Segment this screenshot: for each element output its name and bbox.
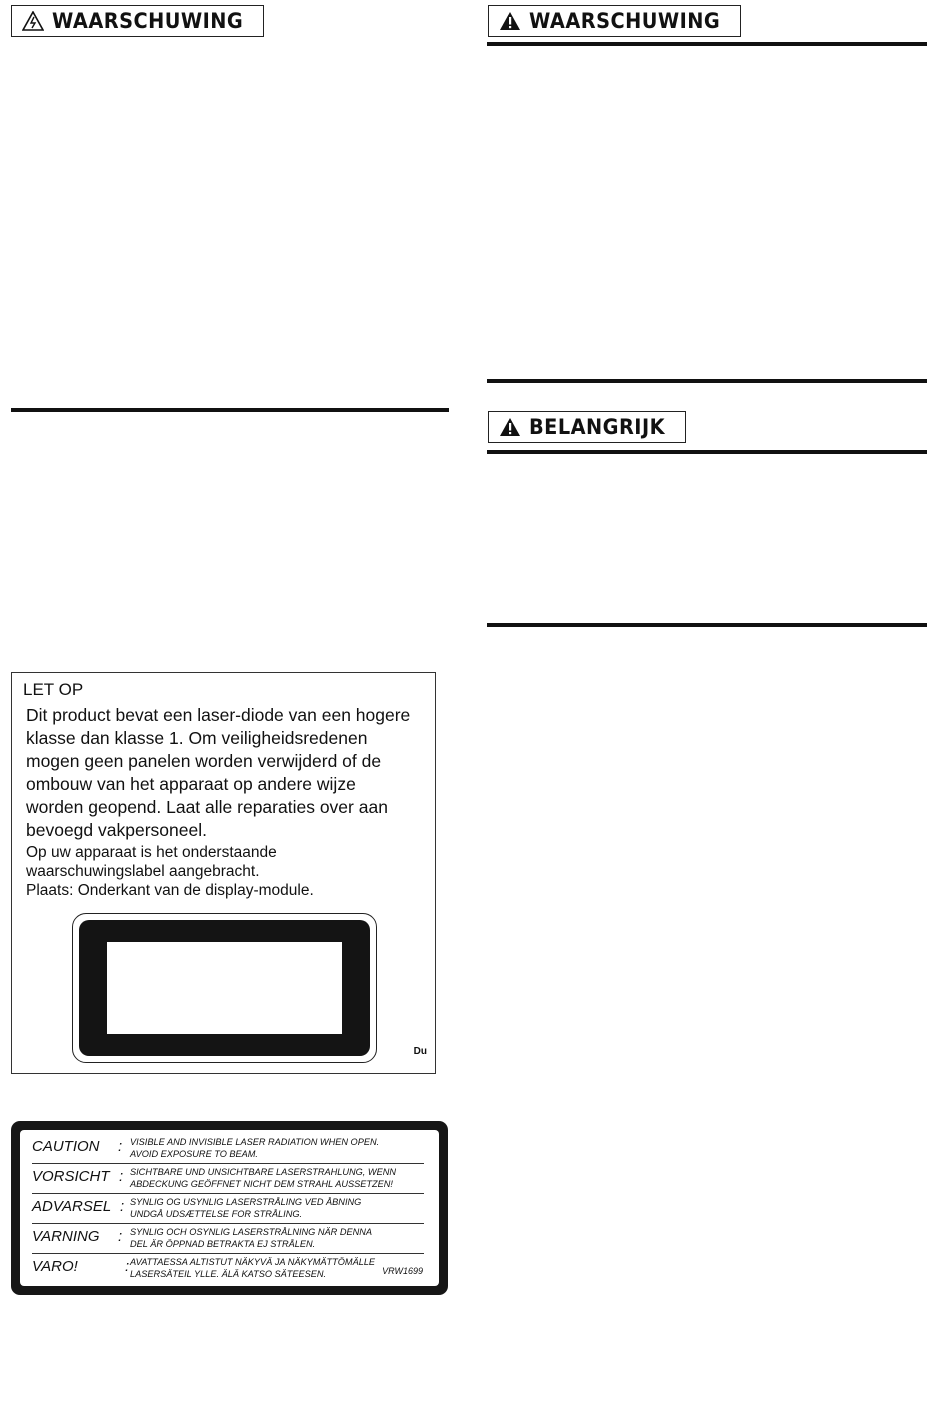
section-divider-right-mid — [487, 379, 927, 383]
exclamation-triangle-icon — [499, 11, 521, 31]
important-header — [488, 411, 686, 443]
let-op-line-5: worden geopend. Laat alle reparaties over aan — [26, 797, 388, 817]
warning-header-right — [488, 5, 741, 37]
vorsicht-word: VORSICHT — [32, 1168, 110, 1185]
varo-row: VARO! : AVATTAESSA ALTISTUT NÄKYVÄ JA NÄKYMÄTTÖMÄLLE LASERSÄTEIL YLLE. ÄLÄ KATSO SÄTEESEN. — [32, 1257, 376, 1279]
section-divider-right-important — [487, 450, 927, 454]
warning-header-left — [11, 5, 264, 37]
varo-word: VARO! — [32, 1258, 78, 1275]
important-header-label: BELANGRIJK — [529, 415, 666, 439]
caution-word: CAUTION — [32, 1138, 100, 1155]
advarsel-text: SYNLIG OG USYNLIG LASERSTRÅLING VED ÅBNING UNDGÅ UDSÆTTELSE FOR STRÅLING. — [130, 1197, 362, 1219]
let-op-line-6: bevoegd vakpersoneel. — [26, 820, 207, 840]
caution-text: VISIBLE AND INVISIBLE LASER RADIATION WHEN OPEN. AVOID EXPOSURE TO BEAM. — [130, 1137, 380, 1159]
vorsicht-text: SICHTBARE UND UNSICHTBARE LASERSTRAHLUNG, WENN ABDECKUNG GEÖFFNET NICHT DEM STRAHL AUSSETZEN! — [130, 1167, 396, 1189]
lightning-bolt-icon — [22, 11, 44, 31]
warning-label-graphic — [72, 913, 377, 1063]
let-op-small-line-1: Op uw apparaat is het onderstaande — [26, 844, 277, 861]
advarsel-word: ADVARSEL — [32, 1198, 112, 1215]
label-code: VRW1699 — [382, 1266, 423, 1276]
laser-caution-label — [11, 1121, 448, 1295]
section-divider-right-top — [487, 42, 927, 46]
let-op-title: LET OP — [23, 680, 84, 699]
language-code: Du — [413, 1046, 427, 1057]
vorsicht-row: VORSICHT : SICHTBARE UND UNSICHTBARE LASERSTRAHLUNG, WENN ABDECKUNG GEÖFFNET NICHT DEM STRAHL AUSSETZEN! — [32, 1163, 424, 1194]
let-op-line-1: Dit product bevat een laser-diode van een hogere — [26, 705, 411, 725]
varning-text: SYNLIG OCH OSYNLIG LASERSTRÅLNING NÄR DENNA DEL ÄR ÖPPNAD BETRAKTA EJ STRÅLEN. — [130, 1227, 372, 1249]
section-divider-right-bottom — [487, 623, 927, 627]
let-op-line-2: klasse dan klasse 1. Om veiligheidsredenen — [26, 728, 368, 748]
warning-header-right-label: WAARSCHUWING — [529, 9, 721, 33]
let-op-notice — [11, 672, 436, 1074]
varning-row: VARNING : SYNLIG OCH OSYNLIG LASERSTRÅLNING NÄR DENNA DEL ÄR ÖPPNAD BETRAKTA EJ STRÅLEN. — [32, 1223, 424, 1254]
let-op-line-4: ombouw van het apparaat op andere wijze — [26, 774, 356, 794]
section-divider-left — [11, 408, 449, 412]
varo-text: AVATTAESSA ALTISTUT NÄKYVÄ JA NÄKYMÄTTÖMÄLLE LASERSÄTEIL YLLE. ÄLÄ KATSO SÄTEESEN. — [130, 1257, 376, 1279]
varning-word: VARNING — [32, 1228, 100, 1245]
advarsel-row: ADVARSEL : SYNLIG OG USYNLIG LASERSTRÅLING VED ÅBNING UNDGÅ UDSÆTTELSE FOR STRÅLING. — [32, 1193, 424, 1224]
let-op-small-line-3: Plaats: Onderkant van de display-module. — [26, 882, 314, 899]
warning-header-left-label: WAARSCHUWING — [52, 9, 244, 33]
let-op-line-3: mogen geen panelen worden verwijderd of de — [26, 751, 382, 771]
caution-row: CAUTION : VISIBLE AND INVISIBLE LASER RADIATION WHEN OPEN. AVOID EXPOSURE TO BEAM. — [32, 1133, 424, 1164]
let-op-small-line-2: waarschuwingslabel aangebracht. — [26, 863, 260, 880]
exclamation-triangle-icon — [499, 417, 521, 437]
